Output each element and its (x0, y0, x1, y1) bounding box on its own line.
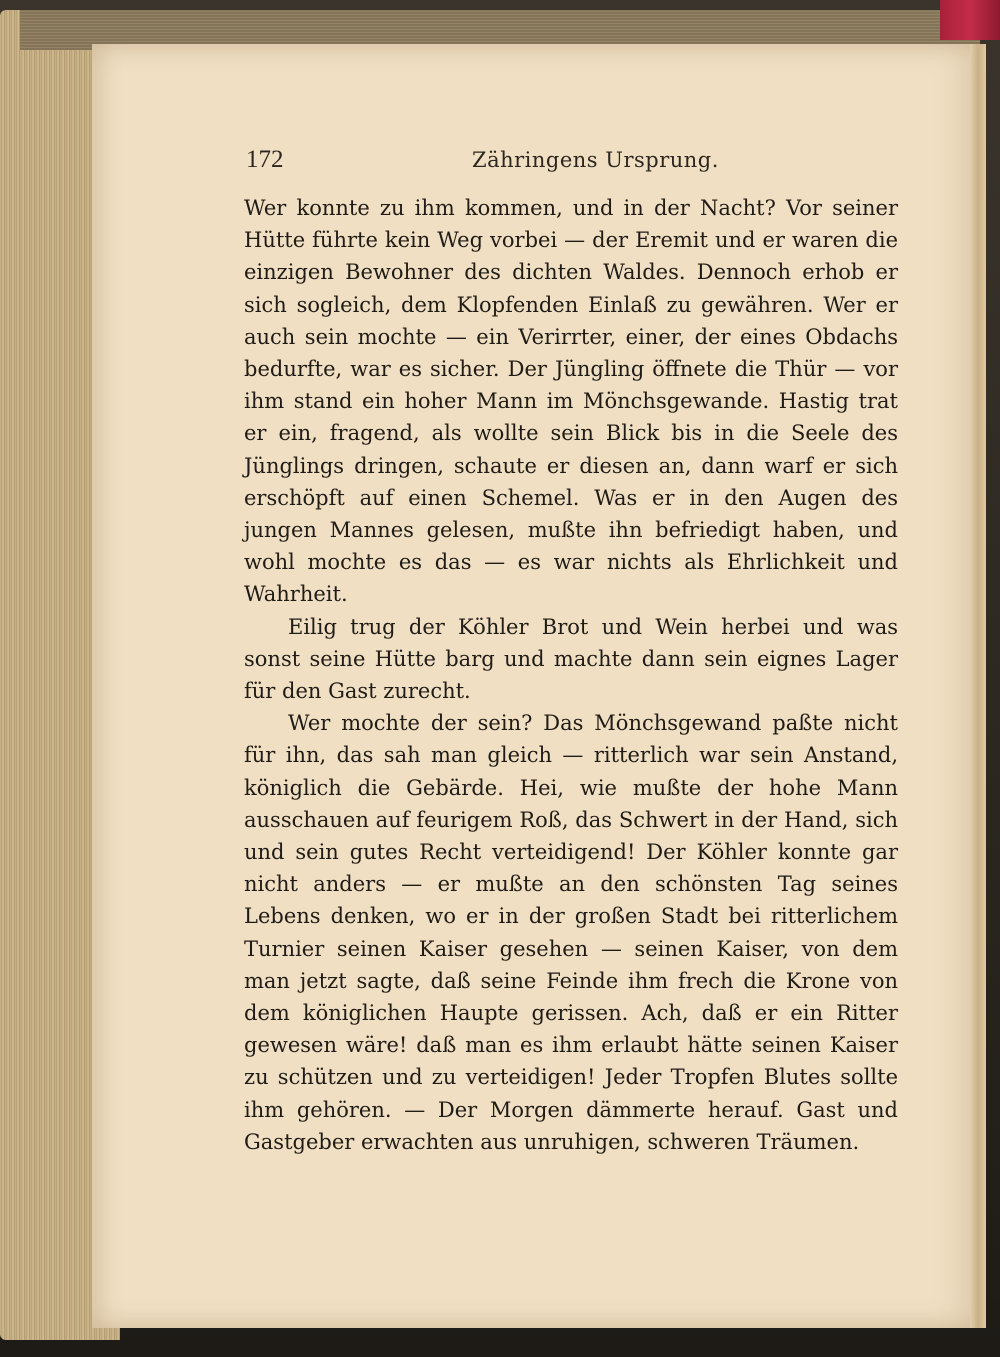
page-number: 172 (246, 146, 284, 173)
paragraph: Wer konnte zu ihm kommen, und in der Nacht? Vor seiner Hütte führte kein Weg vorbei — der Eremit und er waren die einzigen Bewohner des dichten Waldes. Dennoch erhob er sich sogleich, dem Klopfenden Einlaß zu gewähren. Wer er auch sein mochte — ein Verirrter, einer, der eines Obdachs bedurfte, war es sicher. Der Jüngling öffnete die Thür — vor ihm stand ein hoher Mann im Mönchsgewande. Hastig trat er ein, fragend, als wollte sein Blick bis in die Seele des Jünglings dringen, schaute er diesen an, dann warf er sich erschöpft auf einen Schemel. Was er in den Augen des jungen Mannes gelesen, mußte ihn befriedigt haben, und wohl mochte es das — es war nichts als Ehrlichkeit und Wahrheit. (244, 196, 898, 607)
page-header (246, 146, 896, 180)
paragraph: Eilig trug der Köhler Brot und Wein herbei und was sonst seine Hütte barg und machte dann sein eignes Lager für den Gast zurecht. (244, 614, 898, 704)
page-gutter (970, 44, 986, 1328)
running-title: Zähringens Ursprung. (472, 148, 719, 172)
body-text (244, 192, 898, 1158)
bookmark-ribbon (940, 0, 1000, 40)
paragraph: Wer mochte der sein? Das Mönchsgewand paßte nicht für ihn, das sah man gleich — ritterlich war sein Anstand, königlich die Gebärde. Hei, wie mußte der hohe Mann ausschauen auf feurigem Roß, das Schwert in der Hand, sich und sein gutes Recht verteidigend! Der Köhler konnte gar nicht anders — er mußte an den schönsten Tag seines Lebens denken, wo er in der großen Stadt bei ritterlichem Turnier seinen Kaiser gesehen — seinen Kaiser, von dem man jetzt sagte, daß seine Feinde ihm frech die Krone von dem königlichen Haupte gerissen. Ach, daß er ein Ritter gewesen wäre! daß man es ihm erlaubt hätte seinen Kaiser zu schützen und zu verteidigen! Jeder Tropfen Blutes sollte ihm gehören. — Der Morgen dämmerte herauf. Gast und Gastgeber erwachten aus unruhigen, schweren Träumen. (244, 711, 898, 1154)
